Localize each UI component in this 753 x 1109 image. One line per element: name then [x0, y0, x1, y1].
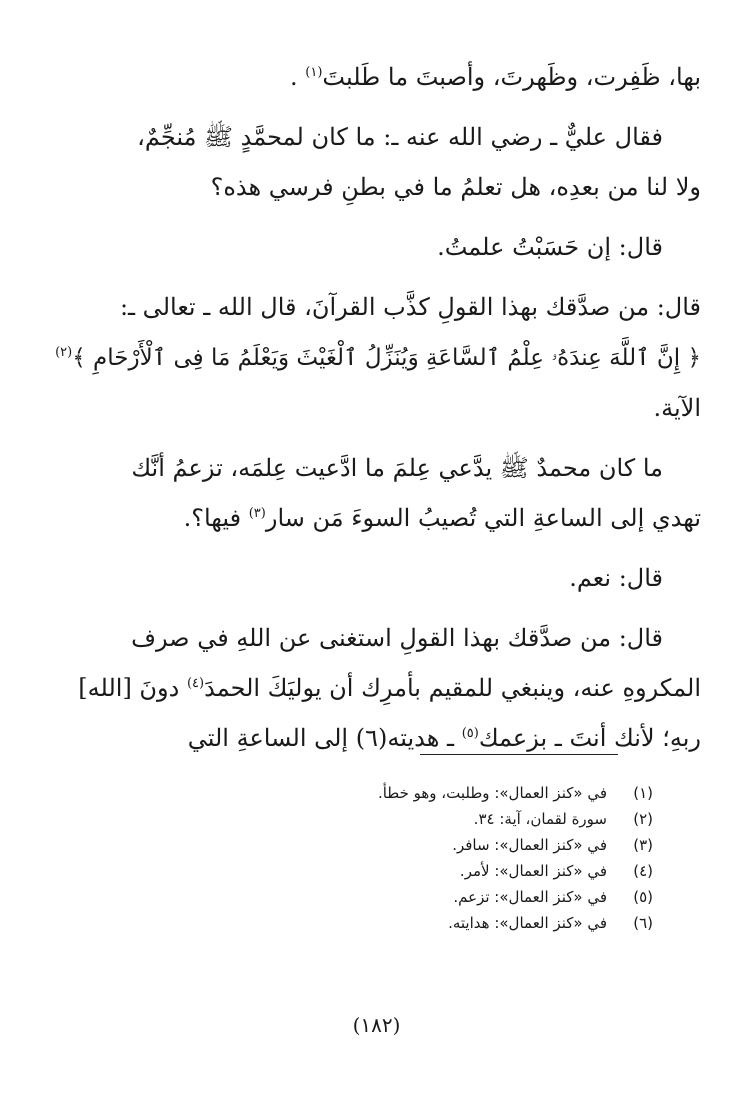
page-number: (١٨٢) [352, 1013, 401, 1037]
footnote-marker[interactable]: (٣) [248, 506, 266, 521]
footnote-item [253, 780, 653, 806]
footnote-text: سورة لقمان، آية: ٣٤. [473, 810, 607, 828]
text-line [76, 613, 701, 663]
footnote-text: في «كنز العمال»: سافر. [452, 836, 607, 854]
text-line [76, 443, 701, 493]
line-text: بها، ظَفِرت، وظَهرتَ، وأصبتَ ما طَلبتَ [322, 63, 701, 91]
text-line [76, 663, 701, 713]
text-line [76, 383, 701, 433]
text-line [76, 493, 701, 543]
line-text: قال: من صدَّقك بهذا القولِ استغنى عن اللهِ في صرف [131, 624, 663, 652]
line-text: ربهِ؛ لأنك أنتَ ـ بزعمك [478, 724, 701, 752]
footnote-item [253, 884, 653, 910]
text-line [55, 332, 701, 383]
footnote-text: في «كنز العمال»: لأمر. [459, 862, 607, 880]
footnote-text: في «كنز العمال»: تزعم. [453, 888, 607, 906]
footnote-number: (٢) [633, 810, 653, 828]
line-text-tail: ـ هديته(٦) إلى الساعةِ التي [187, 724, 462, 752]
quran-verse: ﴿ إِنَّ ٱللَّهَ عِندَهُۥ عِلْمُ ٱلسَّاعَةِ وَيُنَزِّلُ ٱلْغَيْثَ وَيَعْلَمُ مَا فِى ٱلْأَرْحَامِ ﴾ [72, 345, 701, 371]
line-text: ما كان محمدٌ ﷺ يدَّعي عِلمَ ما ادَّعيت عِلمَه، تزعمُ أنَّك [131, 454, 663, 482]
footnote-item [253, 832, 653, 858]
paragraph [76, 613, 701, 763]
text-line [76, 222, 701, 272]
footnote-number: (٣) [633, 836, 653, 854]
footnote-separator [420, 754, 618, 755]
line-text-tail: . [290, 63, 306, 91]
line-text: الآية. [653, 394, 701, 422]
paragraph [76, 222, 701, 272]
footnote-number: (١) [633, 784, 653, 802]
paragraph [76, 52, 701, 102]
line-text: قال: من صدَّقك بهذا القولِ كذَّب القرآنَ، قال الله ـ تعالى ـ: [119, 293, 701, 321]
paragraph [76, 553, 701, 603]
line-text-tail: فيها؟. [183, 504, 249, 532]
text-line [76, 52, 701, 102]
text-line [76, 282, 701, 332]
footnote-number: (٤) [633, 862, 653, 880]
line-text: فقال عليٌّ ـ رضي الله عنه ـ: ما كان لمحمَّدٍ ﷺ مُنجِّمٌ، [137, 123, 663, 151]
text-line [76, 713, 701, 763]
footnote-text: في «كنز العمال»: وطلبت، وهو خطأ. [377, 784, 607, 802]
footnote-marker[interactable]: (١) [305, 65, 323, 80]
footnote-marker[interactable]: (٥) [461, 726, 479, 741]
paragraph [76, 112, 701, 212]
footnotes [253, 780, 653, 936]
footnote-item [253, 806, 653, 832]
main-text [55, 52, 701, 773]
line-text: ولا لنا من بعدِه، هل تعلمُ ما في بطنِ فرسي هذه؟ [210, 173, 701, 201]
line-text: قال: نعم. [569, 564, 663, 592]
line-text: تهدي إلى الساعةِ التي تُصيبُ السوءَ مَن سار [265, 504, 701, 532]
line-text: المكروهِ عنه، وينبغي للمقيم بأمرِك أن يوليَكَ الحمدَ [204, 674, 701, 702]
text-line [76, 162, 701, 212]
footnote-text: في «كنز العمال»: هدايته. [448, 914, 607, 932]
text-line [76, 553, 701, 603]
line-text-tail: دونَ [الله] [78, 674, 187, 702]
footnote-number: (٥) [633, 888, 653, 906]
paragraph [76, 443, 701, 543]
footnote-marker[interactable]: (٤) [186, 676, 205, 691]
line-text: قال: إن حَسَبْتُ علمتُ. [437, 233, 663, 261]
footnote-item [253, 858, 653, 884]
footnote-item [253, 910, 653, 936]
footnote-number: (٦) [633, 914, 653, 932]
footnote-marker[interactable]: (٢) [55, 345, 73, 360]
text-line [76, 112, 701, 162]
paragraph [55, 282, 701, 433]
